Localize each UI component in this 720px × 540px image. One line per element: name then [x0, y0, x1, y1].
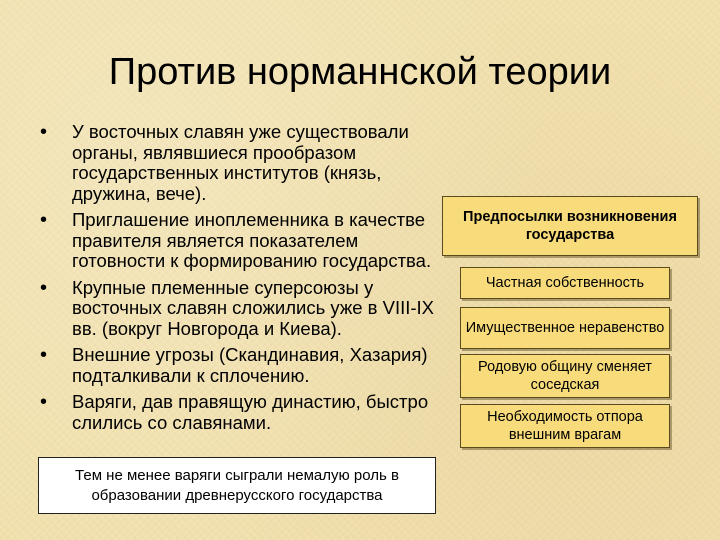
preconditions-header-text: Предпосылки возникновения государства — [463, 209, 677, 243]
slide-title: Против норманнской теории — [108, 51, 612, 93]
precondition-box-defense — [460, 404, 670, 448]
precondition-box-inequality — [460, 307, 670, 349]
bullet-icon: • — [40, 121, 48, 143]
argument-text: У восточных славян уже существовали органы, являвшиеся прообразом государственных институтов (князь, дружина, вече). — [72, 121, 409, 204]
preconditions-header-box — [442, 196, 698, 256]
precondition-box-private-property — [460, 267, 670, 299]
precondition-text: Имущественное неравенство — [465, 320, 665, 336]
argument-text: Варяги, дав правящую династию, быстро слились со славянами. — [72, 391, 429, 433]
argument-item — [40, 122, 450, 204]
precondition-text: Необходимость отпора внешним врагам — [487, 409, 643, 443]
argument-text: Приглашение иноплеменника в качестве правителя является показателем готовности к формированию государства. — [72, 209, 432, 271]
conclusion-note-box — [38, 457, 436, 514]
conclusion-note-text: Тем не менее варяги сыграли немалую роль в образовании древнерусского государства — [75, 466, 399, 504]
precondition-text: Частная собственность — [485, 275, 645, 291]
argument-item — [40, 392, 450, 433]
precondition-text: Родовую общину сменяет соседская — [478, 359, 652, 393]
argument-list — [40, 122, 450, 439]
argument-item — [40, 278, 450, 340]
argument-item — [40, 345, 450, 386]
bullet-icon: • — [40, 391, 48, 413]
precondition-box-community — [460, 354, 670, 398]
argument-item — [40, 210, 450, 272]
bullet-icon: • — [40, 276, 48, 299]
argument-text: Внешние угрозы (Скандинавия, Хазария) подталкивали к сплочению. — [72, 344, 428, 386]
bullet-icon: • — [40, 209, 48, 231]
argument-text: Крупные племенные суперсоюзы у восточных славян сложились уже в VIII-IX вв. (вокруг Новгорода и Киева). — [72, 276, 435, 339]
bullet-icon: • — [40, 344, 48, 366]
